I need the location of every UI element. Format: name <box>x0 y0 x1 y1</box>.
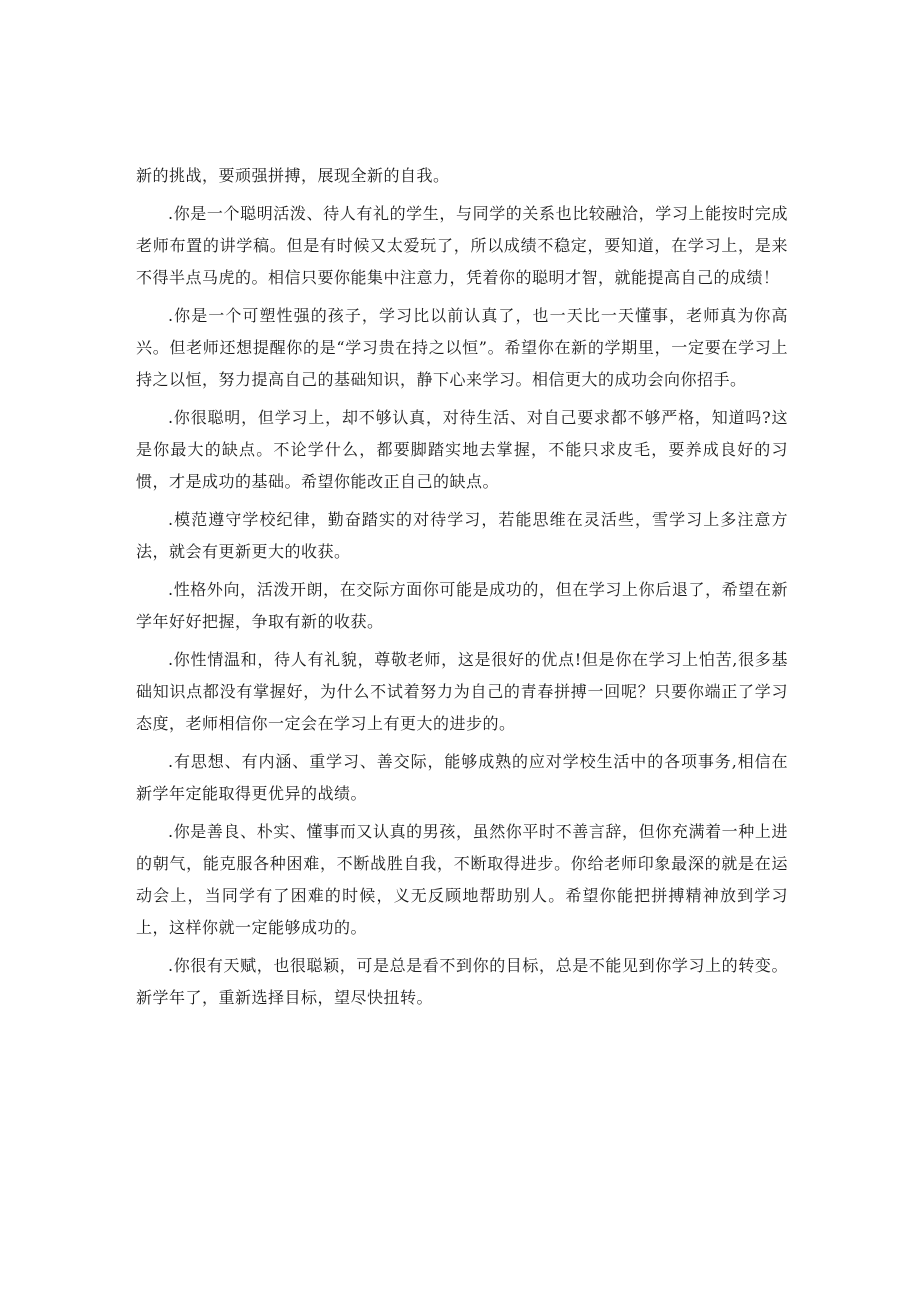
paragraph-continuation: 新的挑战，要顽强拼搏，展现全新的自我。 <box>136 166 450 185</box>
paragraph-comment-9: .你很有天赋，也很聪颖，可是总是看不到你的目标，总是不能见到你学习上的转变。新学年了，重新选择目标，望尽快扭转。 <box>136 956 788 1007</box>
paragraph-comment-8: .你是善良、朴实、懂事而又认真的男孩，虽然你平时不善言辞，但你充满着一种上进的朝气，能克服各种困难，不断战胜自我，不断取得进步。你给老师印象最深的就是在运动会上，当同学有了困难的时候，义无反顾地帮助别人。希望你能把拼搏精神放到学习上，这样你就一定能够成功的。 <box>136 822 788 937</box>
paragraph-comment-1: .你是一个聪明活泼、待人有礼的学生，与同学的关系也比较融洽，学习上能按时完成老师布置的讲学稿。但是有时候又太爱玩了，所以成绩不稳定，要知道，在学习上，是来不得半点马虎的。相信只要你能集中注意力，凭着你的聪明才智，就能提高自己的成绩！ <box>136 204 788 287</box>
paragraph-comment-2: .你是一个可塑性强的孩子，学习比以前认真了，也一天比一天懂事，老师真为你高兴。但老师还想提醒你的是“学习贵在持之以恒”。希望你在新的学期里，一定要在学习上持之以恒，努力提高自己的基础知识，静下心来学习。相信更大的成功会向你招手。 <box>136 306 788 389</box>
document-page <box>136 160 788 1020</box>
paragraph-comment-5: .性格外向，活泼开朗，在交际方面你可能是成功的，但在学习上你后退了，希望在新学年好好把握，争取有新的收获。 <box>136 580 788 631</box>
paragraph-comment-4: .模范遵守学校纪律，勤奋踏实的对待学习，若能思维在灵活些，雪学习上多注意方法，就会有更新更大的收获。 <box>136 510 788 561</box>
paragraph-comment-6: .你性情温和，待人有礼貌，尊敬老师，这是很好的优点!但是你在学习上怕苦,很多基础知识点都没有掌握好，为什么不试着努力为自己的青春拼搏一回呢？只要你端正了学习态度，老师相信你一定会在学习上有更大的进步的。 <box>136 650 788 733</box>
paragraph-comment-3: .你很聪明，但学习上，却不够认真，对待生活、对自己要求都不够严格，知道吗?这是你最大的缺点。不论学什么，都要脚踏实地去掌握，不能只求皮毛，要养成良好的习惯，才是成功的基础。希望你能改正自己的缺点。 <box>136 408 788 491</box>
paragraph-comment-7: .有思想、有内涵、重学习、善交际，能够成熟的应对学校生活中的各项事务,相信在新学年定能取得更优异的战绩。 <box>136 752 788 803</box>
